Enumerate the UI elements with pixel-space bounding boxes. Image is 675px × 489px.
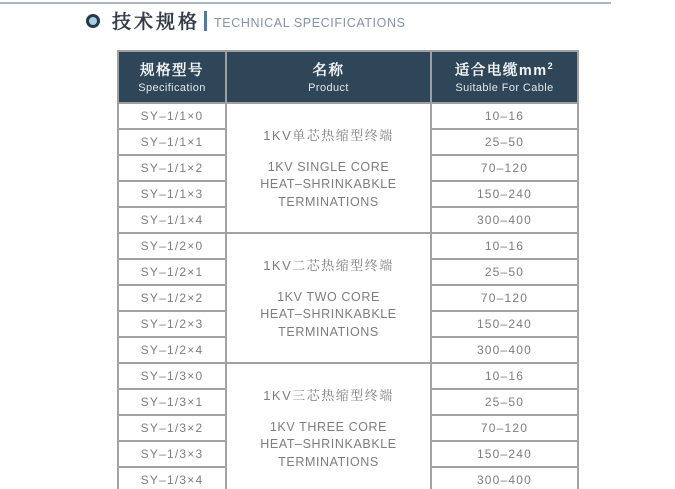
spec-cell: SY–1/2×3	[118, 311, 226, 337]
product-en-line: HEAT–SHRINKABKLE	[260, 437, 397, 452]
cable-cell: 10–16	[431, 233, 578, 259]
cable-cell: 70–120	[431, 285, 578, 311]
product-en-line: 1KV SINGLE CORE	[267, 159, 390, 174]
cable-cell: 10–16	[431, 363, 578, 389]
cable-cell: 300–400	[431, 337, 578, 363]
product-en-line: TERMINATIONS	[278, 194, 379, 209]
spec-cell: SY–1/3×1	[118, 389, 226, 415]
section-header	[86, 7, 406, 34]
table-row	[118, 363, 578, 389]
spec-cell: SY–1/3×0	[118, 363, 226, 389]
spec-cell: SY–1/2×4	[118, 337, 226, 363]
col-header-cable-en: Suitable For Cable	[455, 82, 554, 94]
product-en-line: HEAT–SHRINKABKLE	[260, 177, 397, 192]
col-header-specification	[118, 51, 226, 103]
spec-table	[117, 50, 579, 489]
spec-cell: SY–1/2×2	[118, 285, 226, 311]
table-header-row	[118, 51, 578, 103]
spec-cell: SY–1/1×3	[118, 181, 226, 207]
table-row	[118, 103, 578, 129]
col-header-product-zh: 名称	[312, 63, 345, 79]
col-header-specification-en: Specification	[138, 82, 206, 94]
cable-cell: 70–120	[431, 155, 578, 181]
spec-cell: SY–1/1×2	[118, 155, 226, 181]
col-header-cable-zh-text: 适合电缆mm	[454, 63, 548, 79]
section-title-en: TECHNICAL SPECIFICATIONS	[214, 16, 406, 30]
cable-cell: 150–240	[431, 311, 578, 337]
product-name-en	[231, 419, 426, 472]
product-name-en	[231, 159, 426, 212]
cable-cell: 150–240	[431, 441, 578, 467]
cable-cell: 25–50	[431, 129, 578, 155]
product-name-zh: 1KV三芯热缩型终端	[263, 387, 394, 403]
cable-cell: 10–16	[431, 103, 578, 129]
cable-cell: 25–50	[431, 389, 578, 415]
spec-cell: SY–1/2×1	[118, 259, 226, 285]
spec-cell: SY–1/1×1	[118, 129, 226, 155]
product-name-zh: 1KV单芯热缩型终端	[263, 127, 394, 143]
spec-cell: SY–1/3×2	[118, 415, 226, 441]
product-en-line: HEAT–SHRINKABKLE	[260, 307, 397, 322]
circle-dot-icon	[86, 14, 100, 28]
spec-cell: SY–1/1×4	[118, 207, 226, 233]
col-header-cable-superscript: 2	[547, 61, 555, 72]
cable-cell: 70–120	[431, 415, 578, 441]
spec-cell: SY–1/3×3	[118, 441, 226, 467]
col-header-specification-zh: 规格型号	[140, 63, 204, 79]
spec-cell: SY–1/3×4	[118, 467, 226, 489]
cable-cell: 300–400	[431, 207, 578, 233]
product-en-line: 1KV THREE CORE	[269, 419, 388, 434]
product-name-en	[231, 289, 426, 342]
spec-cell: SY–1/1×0	[118, 103, 226, 129]
section-title-zh: 技术规格	[112, 12, 201, 33]
col-header-cable-zh	[432, 59, 577, 80]
col-header-product	[226, 51, 431, 103]
spec-cell: SY–1/2×0	[118, 233, 226, 259]
cable-cell: 25–50	[431, 259, 578, 285]
product-cell	[226, 363, 431, 489]
product-en-line: TERMINATIONS	[278, 324, 379, 339]
table-row	[118, 233, 578, 259]
product-cell	[226, 233, 431, 363]
product-en-line: TERMINATIONS	[278, 454, 379, 469]
product-en-line: 1KV TWO CORE	[277, 289, 380, 304]
col-header-product-en: Product	[308, 82, 349, 94]
top-divider	[0, 2, 611, 4]
cable-cell: 300–400	[431, 467, 578, 489]
cable-cell: 150–240	[431, 181, 578, 207]
product-name-zh: 1KV二芯热缩型终端	[263, 257, 394, 273]
col-header-cable	[431, 51, 578, 103]
title-separator	[204, 11, 207, 31]
product-cell	[226, 103, 431, 233]
